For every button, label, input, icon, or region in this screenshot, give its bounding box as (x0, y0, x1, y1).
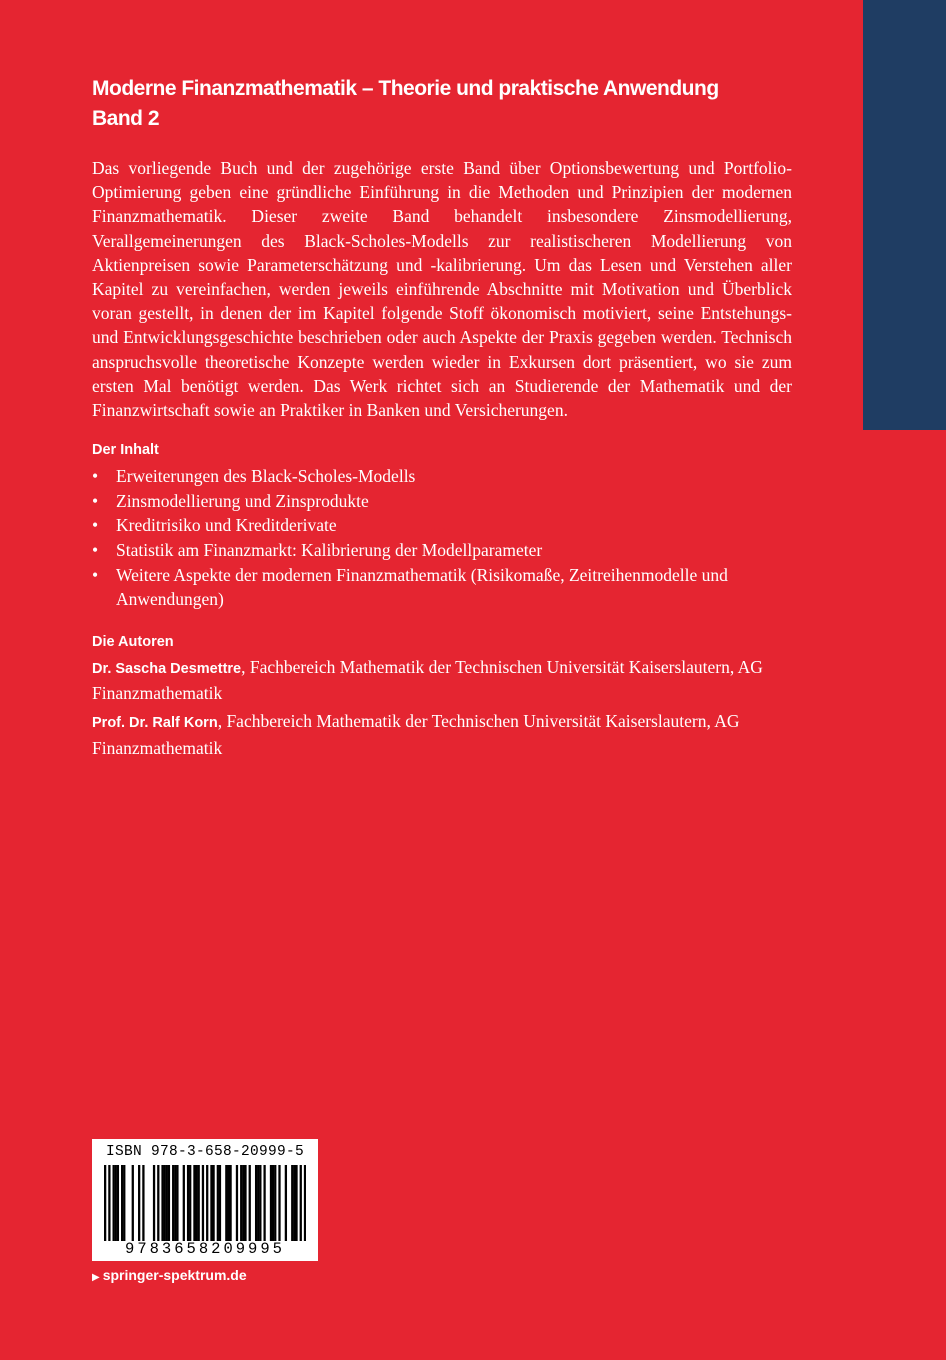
barcode-icon (104, 1165, 306, 1241)
barcode-bar (236, 1165, 238, 1241)
arrow-right-icon: ▶ (92, 1272, 100, 1283)
barcode-bar (285, 1165, 287, 1241)
barcode-bar (117, 1165, 119, 1241)
barcode-bar (300, 1165, 302, 1241)
barcode-bar (157, 1165, 159, 1241)
barcode-bar (187, 1165, 189, 1241)
barcode-bar (121, 1165, 123, 1241)
barcode-bar (263, 1165, 265, 1241)
barcode-bar (244, 1165, 246, 1241)
barcode-bar (183, 1165, 185, 1241)
barcode-bar (278, 1165, 280, 1241)
barcode-bar (295, 1165, 297, 1241)
barcode-bar (257, 1165, 259, 1241)
barcode-bar (138, 1165, 140, 1241)
authors-heading: Die Autoren (92, 633, 174, 650)
author-name: Prof. Dr. Ralf Korn (92, 714, 218, 731)
barcode-bar (193, 1165, 195, 1241)
bullet-icon: • (92, 564, 99, 585)
publisher-website[interactable] (92, 1265, 247, 1288)
barcode-bar (142, 1165, 144, 1241)
list-item: • Kreditrisiko und Kreditderivate (92, 513, 792, 538)
barcode-bar (168, 1165, 170, 1241)
barcode-bar (166, 1165, 168, 1241)
barcode-bar (195, 1165, 197, 1241)
author-name: Dr. Sascha Desmettre (92, 660, 242, 677)
barcode-bar (132, 1165, 134, 1241)
barcode-bar (161, 1165, 163, 1241)
author-affiliation: , Fachbereich Mathematik der Technischen Universität Kaiserslautern, AG Finanzmathematik (92, 656, 763, 704)
barcode-bar (249, 1165, 251, 1241)
barcode-bar (255, 1165, 257, 1241)
bullet-icon: • (92, 515, 99, 536)
contents-list (92, 464, 792, 612)
barcode-bar (217, 1165, 219, 1241)
barcode-bar (227, 1165, 229, 1241)
barcode-bar (229, 1165, 231, 1241)
barcode-bar (189, 1165, 191, 1241)
isbn-barcode (92, 1139, 318, 1261)
barcode-bar (304, 1165, 306, 1241)
barcode-bar (225, 1165, 227, 1241)
barcode-bar (123, 1165, 125, 1241)
barcode-bar (212, 1165, 214, 1241)
barcode-digits: 9783658209995 (125, 1240, 285, 1258)
barcode-bar (115, 1165, 117, 1241)
list-item: • Zinsmodellierung und Zinsprodukte (92, 489, 792, 514)
barcode-bar (113, 1165, 115, 1241)
website-url: springer-spektrum.de (102, 1267, 247, 1283)
barcode-bar (198, 1165, 200, 1241)
barcode-bar (274, 1165, 276, 1241)
barcode-bar (272, 1165, 274, 1241)
bullet-icon: • (92, 540, 99, 561)
barcode-bar (293, 1165, 295, 1241)
list-item: • Weitere Aspekte der modernen Finanzmathematik (Risikomaße, Zeitreihenmodelle und Anwendungen) (92, 564, 728, 610)
barcode-bar (174, 1165, 176, 1241)
barcode-bar (210, 1165, 212, 1241)
list-item: • Statistik am Finanzmarkt: Kalibrierung der Modellparameter (92, 538, 792, 563)
barcode-bar (291, 1165, 293, 1241)
barcode-bar (219, 1165, 221, 1241)
barcode-bar (202, 1165, 204, 1241)
barcode-bar (104, 1165, 106, 1241)
cover-text-block (92, 74, 792, 760)
barcode-bar (270, 1165, 272, 1241)
book-title (92, 74, 792, 134)
barcode-bar (176, 1165, 178, 1241)
barcode-bar (242, 1165, 244, 1241)
bullet-icon: • (92, 466, 99, 487)
author-affiliation: , Fachbereich Mathematik der Technischen Universität Kaiserslautern, AG Finanzmathematik (92, 710, 740, 758)
isbn-label: ISBN 978-3-658-20999-5 (105, 1144, 305, 1160)
barcode-bar (153, 1165, 155, 1241)
contents-heading: Der Inhalt (92, 442, 159, 459)
barcode-bar (108, 1165, 110, 1241)
barcode-bar (164, 1165, 166, 1241)
blue-side-band (863, 0, 946, 430)
book-description: Das vorliegende Buch und der zugehörige erste Band über Optionsbewertung und Portfolio-Optimierung geben eine gründliche Einführung in die Methoden und Prinzipien der modernen Finanzmathematik. Dieser zweite Band behandelt insbesondere Zinsmodellierung, Verallgemeinerungen des Black-Scholes-Modells zur realistischeren Modellierung von Aktienpreisen sowie Parameterschätzung und -kalibrierung. Um das Lesen und Verstehen aller Kapitel zu vereinfachen, werden jeweils einführende Abschnitte mit Motivation und Überblick voran gestellt, in denen der im Kapitel folgende Stoff ökonomisch motiviert, seine Entstehungs- und Entwicklungsgeschichte beschrieben oder auch Aspekte der Praxis gegeben werden. Technisch anspruchsvolle theoretische Konzepte werden wieder in Exkursen dort präsentiert, wo sie zum ersten Mal benötigt werden. Das Werk richtet sich an Studierende der Mathematik und der Finanzwirtschaft sowie an Praktiker in Banken und Versicherungen. (92, 158, 792, 421)
list-item: • Erweiterungen des Black-Scholes-Modells (92, 464, 792, 489)
barcode-bar (240, 1165, 242, 1241)
title-line-1: Moderne Finanzmathematik – Theorie und praktische Anwendung (92, 77, 719, 100)
title-line-2: Band 2 (92, 107, 160, 130)
barcode-bar (172, 1165, 174, 1241)
author-entry (92, 655, 792, 706)
barcode-bar (206, 1165, 208, 1241)
bullet-icon: • (92, 490, 99, 511)
barcode-bar (259, 1165, 261, 1241)
author-entry (92, 709, 792, 760)
